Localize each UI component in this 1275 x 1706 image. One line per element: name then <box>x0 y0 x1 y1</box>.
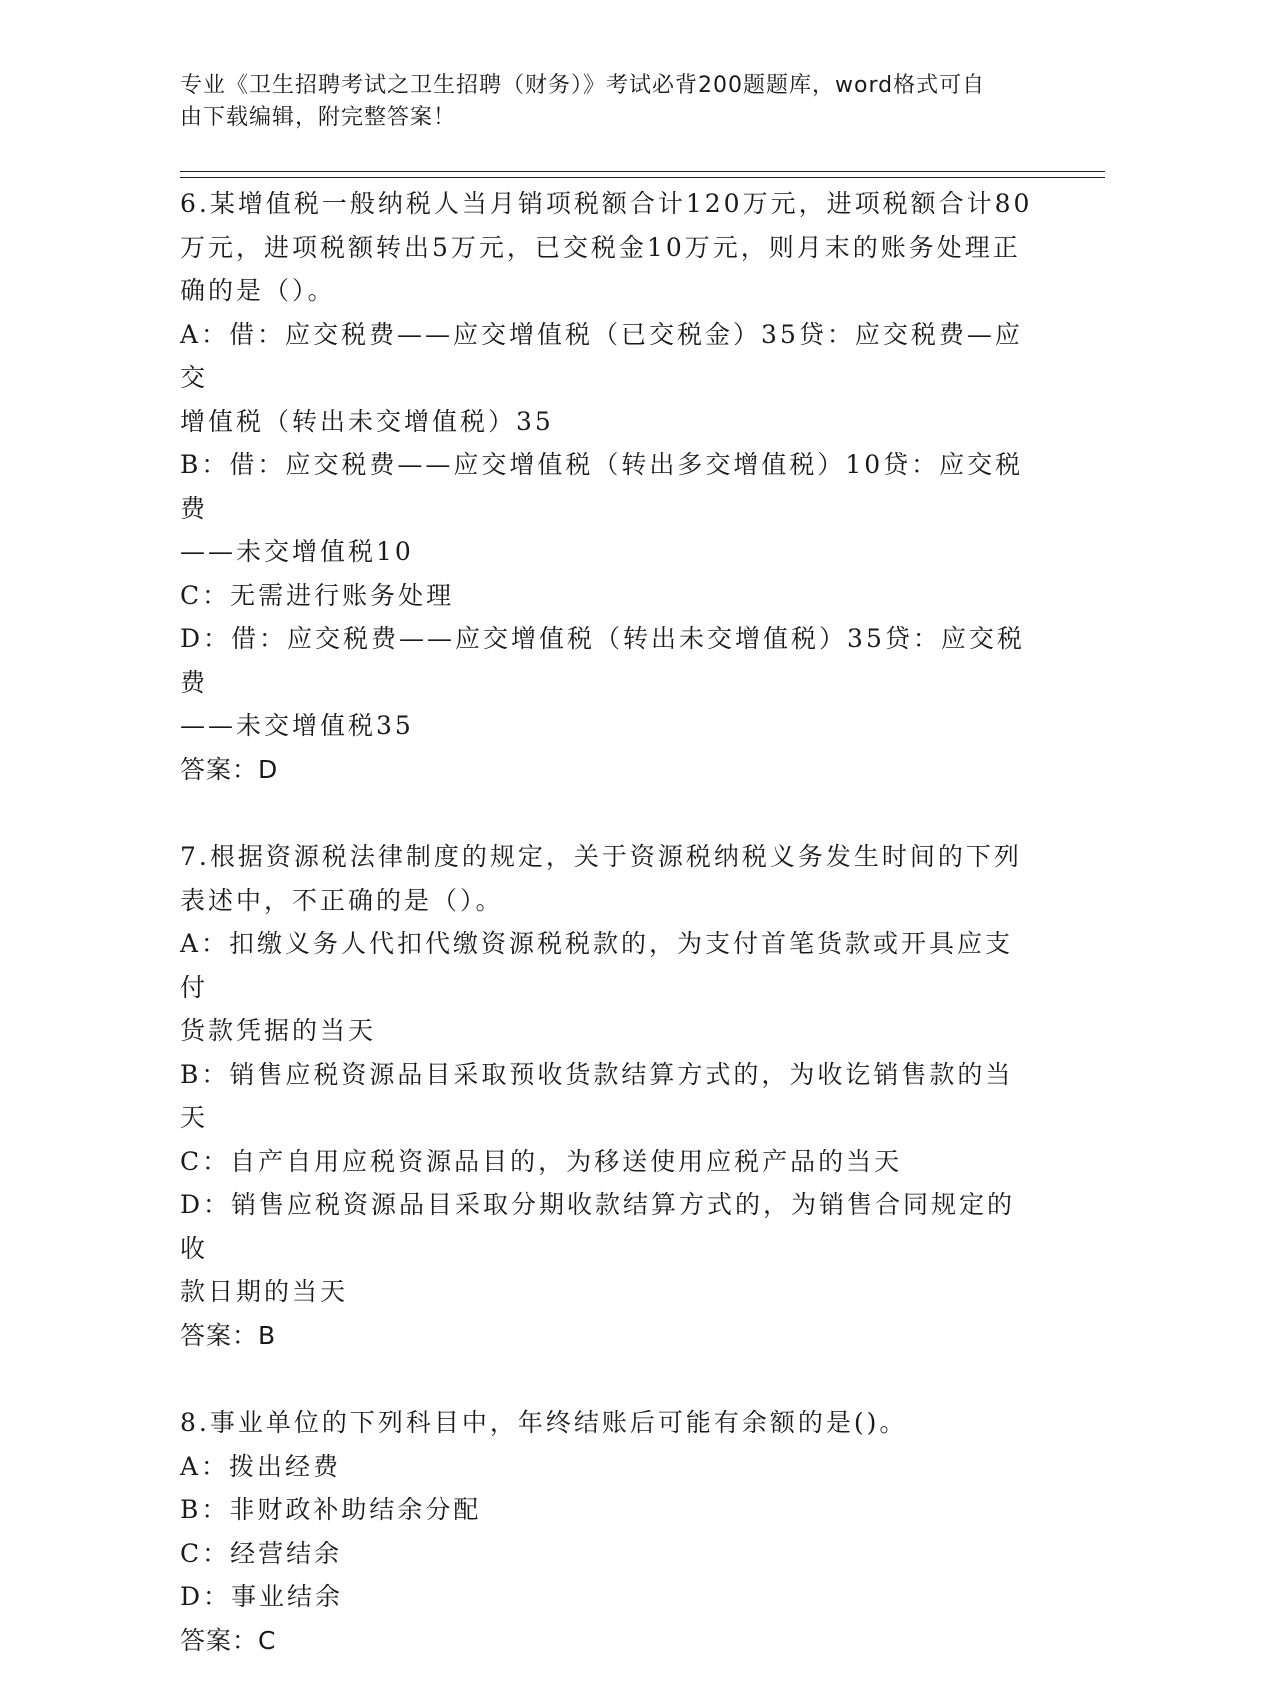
option-text-line: ——未交增值税10 <box>180 537 414 566</box>
option-text-line: B：借：应交税费——应交增值税（转出多交增值税）10贷：应交税费 <box>180 450 1024 523</box>
option-text-line: C：无需进行账务处理 <box>180 580 455 610</box>
option-text-line: A：拨出经费 <box>180 1451 342 1481</box>
header-line-2: 由下载编辑，附完整答案！ <box>180 105 457 130</box>
option-b <box>180 443 1040 574</box>
option-a <box>180 1445 1040 1489</box>
question-8 <box>180 1401 1040 1662</box>
option-text-line: B：销售应税资源品目采取预收货款结算方式的，为收讫销售款的当天 <box>180 1059 1014 1132</box>
option-text-line: D：借：应交税费——应交增值税（转出未交增值税）35贷：应交税费 <box>180 624 1025 697</box>
option-text-line: C：自产自用应税资源品目的，为移送使用应税产品的当天 <box>180 1146 903 1176</box>
option-d <box>180 617 1040 748</box>
question-stem-line: 万元，进项税额转出5万元，已交税金10万元，则月末的账务处理正 <box>180 232 1021 262</box>
option-a <box>180 922 1040 1053</box>
option-b <box>180 1053 1040 1140</box>
answer-line: 答案：D <box>180 754 279 784</box>
option-text-line: 货款凭据的当天 <box>180 1016 377 1045</box>
option-text-line: C：经营结余 <box>180 1538 343 1568</box>
option-b <box>180 1488 1040 1532</box>
option-text-line: A：扣缴义务人代扣代缴资源税税款的，为支付首笔货款或开具应支付 <box>180 929 1014 1002</box>
answer-line: 答案：B <box>180 1320 277 1350</box>
header-divider-bottom <box>180 177 1105 178</box>
option-c <box>180 1140 1040 1184</box>
question-stem-line: 7.根据资源税法律制度的规定，关于资源税纳税义务发生时间的下列 <box>180 842 1022 871</box>
question-stem-line: 6.某增值税一般纳税人当月销项税额合计120万元，进项税额合计80 <box>180 189 1033 218</box>
document-header <box>180 70 1060 134</box>
question-list <box>180 182 1040 1706</box>
option-c <box>180 574 1040 618</box>
question-stem-line: 确的是（）。 <box>180 276 336 305</box>
option-text-line: 款日期的当天 <box>180 1277 349 1306</box>
header-line-1: 专业《卫生招聘考试之卫生招聘（财务）》考试必背200题题库，word格式可自 <box>180 73 986 98</box>
option-d <box>180 1183 1040 1314</box>
option-text-line: B：非财政补助结余分配 <box>180 1495 482 1524</box>
answer-line: 答案：C <box>180 1625 277 1655</box>
option-text-line: ——未交增值税35 <box>180 711 414 740</box>
option-text-line: A：借：应交税费——应交增值税（已交税金）35贷：应交税费—应交 <box>180 319 1023 392</box>
option-c <box>180 1532 1040 1576</box>
header-divider-top <box>180 171 1105 172</box>
option-text-line: D：事业结余 <box>180 1582 344 1611</box>
question-7 <box>180 835 1040 1357</box>
option-a <box>180 313 1040 444</box>
question-6 <box>180 182 1040 791</box>
option-text-line: D：销售应税资源品目采取分期收款结算方式的，为销售合同规定的收 <box>180 1190 1016 1263</box>
question-stem-line: 8.事业单位的下列科目中，年终结账后可能有余额的是()。 <box>180 1408 908 1437</box>
question-stem-line: 表述中，不正确的是（）。 <box>180 885 504 915</box>
option-d <box>180 1575 1040 1619</box>
option-text-line: 增值税（转出未交增值税）35 <box>180 406 554 436</box>
